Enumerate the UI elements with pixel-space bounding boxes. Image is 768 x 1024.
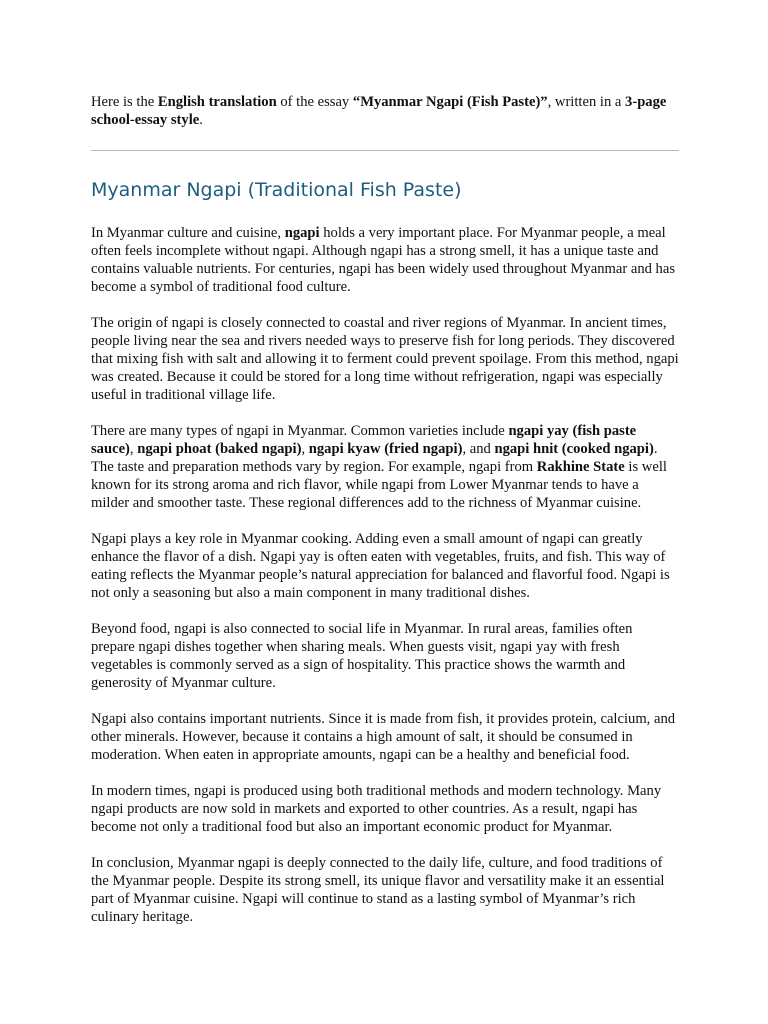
p3-text-2: , [129, 441, 138, 457]
p3-text-5: . The taste and preparation methods vary by region. For example, ngapi from [91, 441, 658, 475]
intro-text-2: of the essay [276, 94, 353, 110]
paragraph-2: The origin of ngapi is closely connected to coastal and river regions of Myanmar. In ancient times, people living near the sea and rivers needed ways to preserve fish for long periods. They discovered that mixing fish with salt and allowing it to ferment could prevent spoilage. From this method, ngapi was created. Because it could be stored for a long time without refrigeration, ngapi was especially useful in traditional village life. [91, 315, 679, 403]
intro-text-4: . [199, 112, 203, 128]
p3-text-1: There are many types of ngapi in Myanmar. Common varieties include [91, 423, 509, 439]
intro-bold-essay-style: 3-page school-essay style [91, 94, 667, 128]
intro-text-3: , written in a [547, 94, 626, 110]
p3-bold-rakhine-state: Rakhine State [536, 459, 625, 475]
paragraph-8: In conclusion, Myanmar ngapi is deeply connected to the daily life, culture, and food traditions of the Myanmar people. Despite its strong smell, its unique flavor and versatility make it an essential part of Myanmar cuisine. Ngapi will continue to stand as a lasting symbol of Myanmar’s rich culinary heritage. [91, 855, 665, 925]
intro-text-1: Here is the [91, 94, 158, 110]
paragraph-3 [91, 422, 679, 512]
intro-bold-essay-title: “Myanmar Ngapi (Fish Paste)” [352, 94, 548, 110]
p3-text-3: , [301, 441, 309, 457]
p1-text-2: holds a very important place. For Myanmar people, a meal often feels incomplete without ngapi. Although ngapi has a strong smell, it has a unique taste and contains valuable nutrients. For centuries, ngapi has been widely used throughout Myanmar and has become a symbol of traditional food culture. [91, 225, 676, 295]
paragraph-6: Ngapi also contains important nutrients. Since it is made from fish, it provides protein, calcium, and other minerals. However, because it contains a high amount of salt, it should be consumed in moderation. When eaten in appropriate amounts, ngapi can be a healthy and beneficial food. [91, 711, 676, 763]
paragraph-7: In modern times, ngapi is produced using both traditional methods and modern technology. Many ngapi products are now sold in markets and exported to other countries. As a result, ngapi has become not only a traditional food but also an important economic product for Myanmar. [91, 783, 662, 835]
p3-text-6: is well known for its strong aroma and rich flavor, while ngapi from Lower Myanmar tends to have a milder and smoother taste. These regional differences add to the richness of Myanmar cuisine. [91, 459, 667, 511]
p1-bold-ngapi: ngapi [284, 225, 320, 241]
paragraph-4: Ngapi plays a key role in Myanmar cooking. Adding even a small amount of ngapi can greatly enhance the flavor of a dish. Ngapi yay is often eaten with vegetables, fruits, and fish. This way of eating reflects the Myanmar people’s natural appreciation for balanced and flavorful food. Ngapi is not only a seasoning but also a main component in many traditional dishes. [91, 531, 670, 601]
essay-title: Myanmar Ngapi (Traditional Fish Paste) [91, 179, 462, 201]
intro-bold-english-translation: English translation [157, 94, 277, 110]
p3-bold-ngapi-yay: ngapi yay (fish paste sauce) [91, 423, 637, 457]
paragraph-5: Beyond food, ngapi is also connected to social life in Myanmar. In rural areas, families often prepare ngapi dishes together when sharing meals. When guests visit, ngapi yay with fresh vegetables is commonly served as a sign of hospitality. This practice shows the warmth and generosity of Myanmar culture. [91, 621, 633, 691]
horizontal-divider [91, 150, 679, 151]
p3-bold-ngapi-hnit: ngapi hnit (cooked ngapi) [494, 441, 654, 457]
paragraph-1 [91, 224, 679, 296]
p3-bold-ngapi-phoat: ngapi phoat (baked ngapi) [137, 441, 302, 457]
p3-bold-ngapi-kyaw: ngapi kyaw (fried ngapi) [308, 441, 463, 457]
p1-text-1: In Myanmar culture and cuisine, [91, 225, 285, 241]
intro-paragraph [91, 93, 679, 129]
p3-text-4: , and [462, 441, 495, 457]
document-page [91, 93, 679, 926]
